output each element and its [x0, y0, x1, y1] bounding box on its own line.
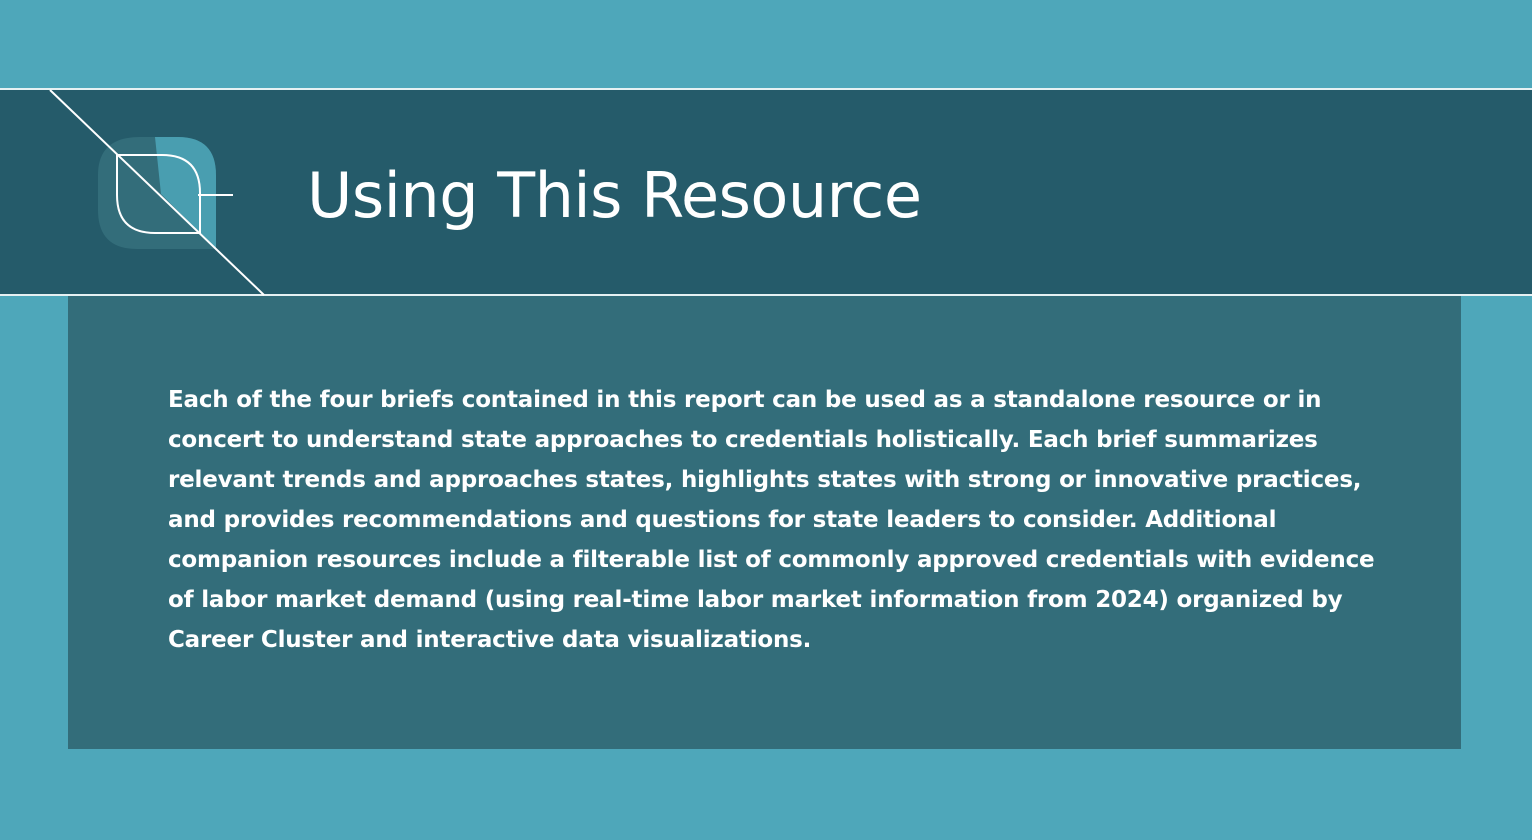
body-paragraph: Each of the four briefs contained in this report can be used as a standalone resource or in concert to understand state approaches to credentials holistically. Each brief summarizes relevant trends and approaches states, highlights states with strong or innovative practices, and provides recommendations and questions for state leaders to consider. Additional companion resources include a filterable list of commonly approved credentials with evidence of labor market demand (using real-time labor market information from 2024) organized by Career Cluster and interactive data visualizations.: [168, 387, 1375, 653]
leaf-square-icon: [0, 88, 280, 298]
page-title: Using This Resource: [307, 159, 922, 232]
content-panel: [68, 296, 1461, 749]
